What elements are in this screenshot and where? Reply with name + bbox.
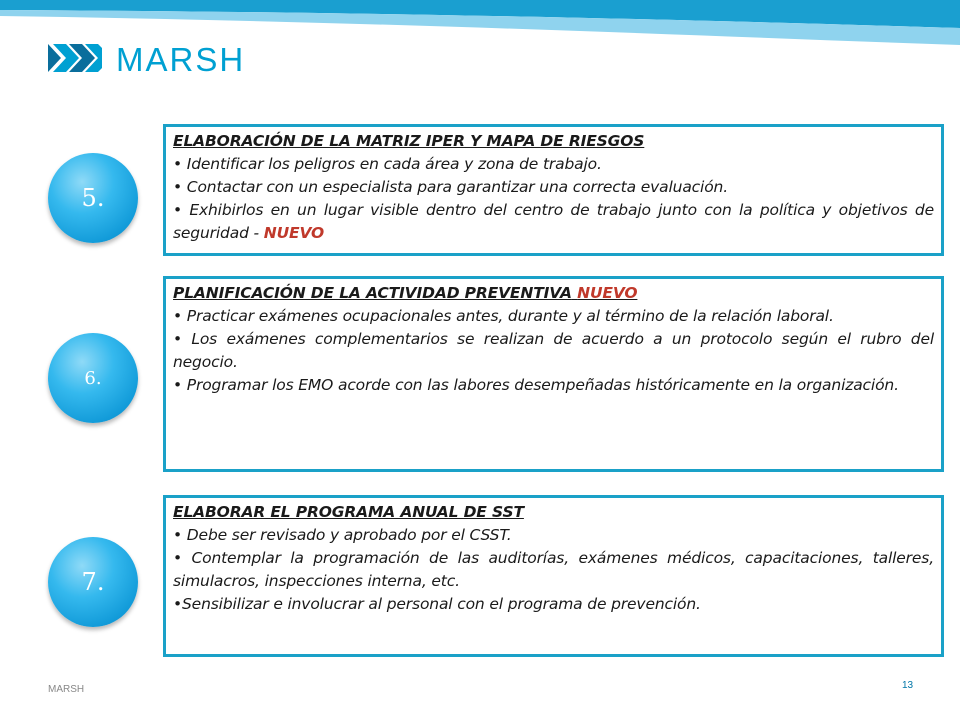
step-circle-7 [48,537,138,627]
step-number: 7. [81,568,105,596]
marsh-chevron-icon [48,40,102,80]
footer-brand: MARSH [48,684,85,695]
logo-wordmark: MARSH [116,41,246,78]
bullet-item: • Contactar con un especialista para garantizar una correcta evaluación. [173,178,728,196]
bullet-item: • Identificar los peligros en cada área y zona de trabajo. [173,155,602,173]
step-7-box [163,495,944,657]
bullet-text: • Exhibirlos en un lugar visible dentro del centro de trabajo junto con la política y objetivos de seguridad - [173,201,934,242]
bullet-item: • Debe ser revisado y aprobado por el CSST. [173,526,512,544]
bullet-item: • Los exámenes complementarios se realizan de acuerdo a un protocolo según el rubro del negocio. [173,330,934,371]
bullet-item: • Programar los EMO acorde con las labores desempeñadas históricamente en la organización. [173,376,899,394]
step-5-box [163,124,944,256]
bullet-item: •Sensibilizar e involucrar al personal con el programa de prevención. [173,595,701,613]
step-title: PLANIFICACIÓN DE LA ACTIVIDAD PREVENTIVA [173,284,572,302]
marsh-logo [48,40,245,80]
page-number: 13 [902,680,914,691]
step-title: ELABORACIÓN DE LA MATRIZ IPER Y MAPA DE RIESGOS [173,132,645,150]
step-title: ELABORAR EL PROGRAMA ANUAL DE SST [173,503,524,521]
nuevo-tag: NUEVO [263,224,325,242]
bullet-item: • Practicar exámenes ocupacionales antes, durante y al término de la relación laboral. [173,307,834,325]
top-decorative-band [0,0,960,45]
nuevo-tag-text: NUEVO [577,284,638,302]
bullet-item [173,199,934,245]
nuevo-tag [572,284,638,302]
step-circle-5 [48,153,138,243]
step-6-box [163,276,944,472]
step-number: 6. [84,367,102,389]
bullet-item: • Contemplar la programación de las auditorías, exámenes médicos, capacitaciones, talleres, simulacros, inspecciones interna, etc. [173,549,934,590]
step-title-line [173,282,934,305]
step-circle-6 [48,333,138,423]
step-number: 5. [81,184,105,212]
